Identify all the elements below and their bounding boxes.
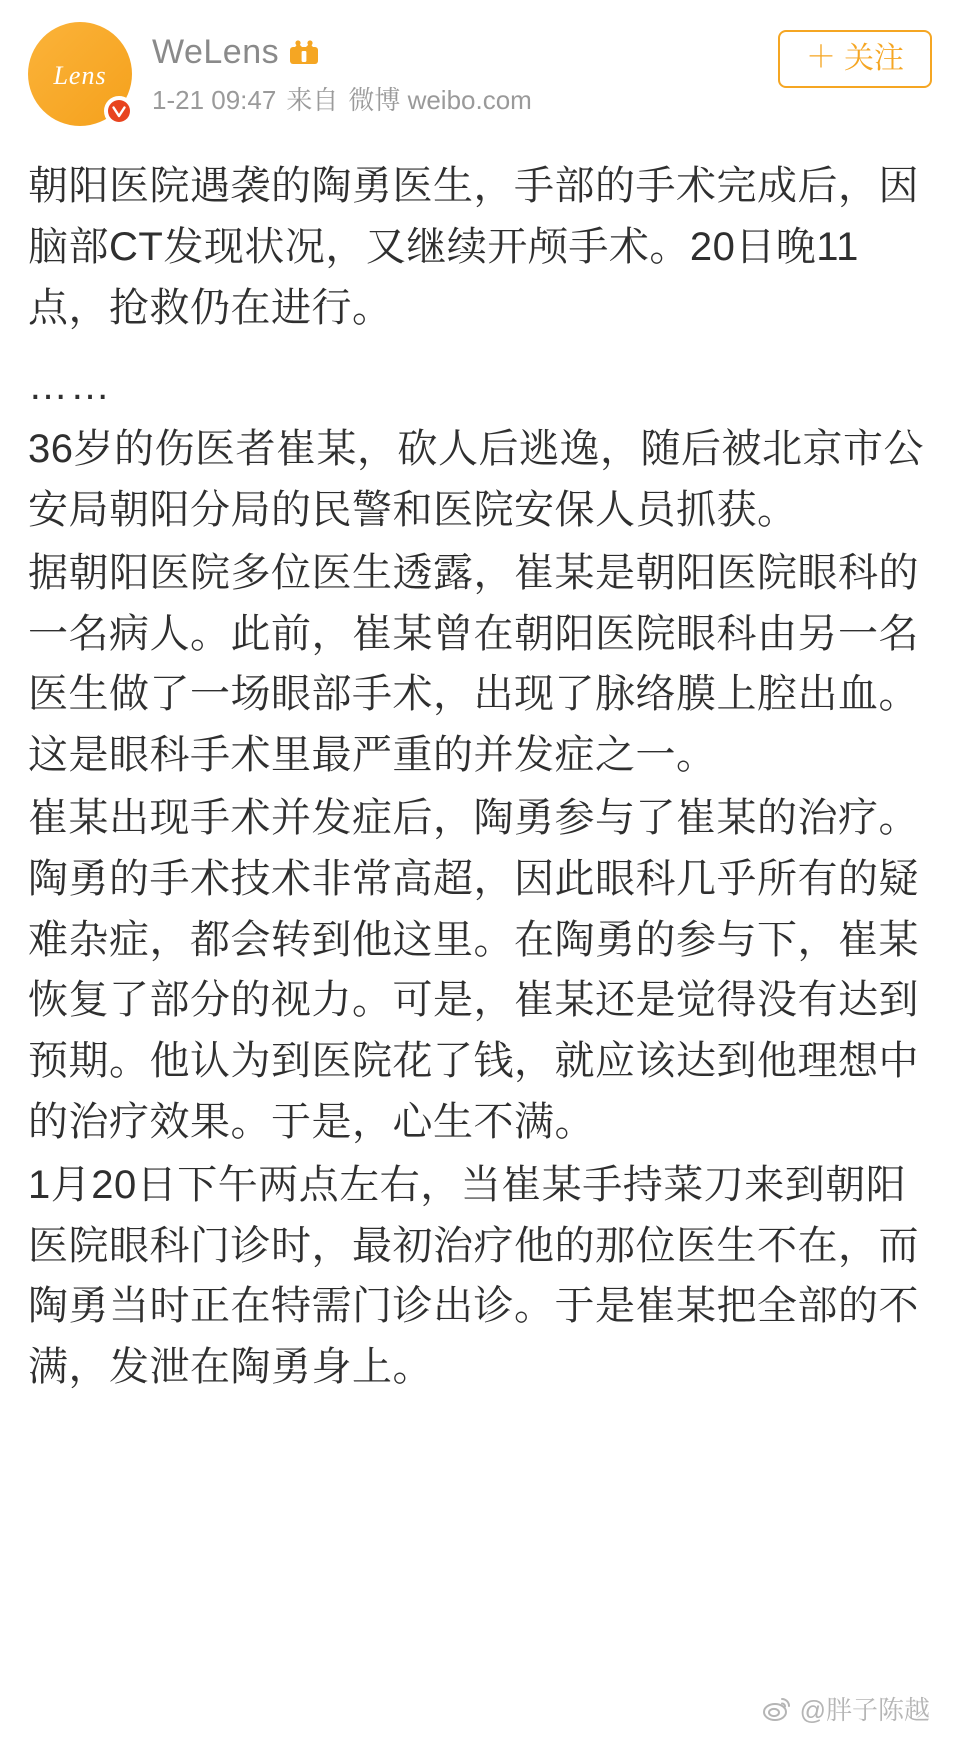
watermark-label: @胖子陈越	[799, 1695, 930, 1725]
post-meta	[152, 85, 932, 116]
post-header	[28, 22, 932, 130]
post-paragraph: ……	[28, 364, 112, 409]
post-paragraph: 朝阳医院遇袭的陶勇医生，手部的手术完成后，因脑部CT发现状况，又继续开颅手术。20日晚11点，抢救仍在进行。	[28, 164, 919, 330]
post-paragraph: 36岁的伤医者崔某，砍人后逃逸，随后被北京市公安局朝阳分局的民警和医院安保人员抓获。	[28, 427, 924, 532]
vip-crown-icon[interactable]	[289, 40, 319, 66]
post-content	[28, 156, 932, 1398]
post-paragraph: 1月20日下午两点左右，当崔某手持菜刀来到朝阳医院眼科门诊时，最初治疗他的那位医生不在，而陶勇当时正在特需门诊出诊。于是崔某把全部的不满，发泄在陶勇身上。	[28, 1162, 919, 1390]
post-paragraph: 崔某出现手术并发症后，陶勇参与了崔某的治疗。陶勇的手术技术非常高超，因此眼科几乎所有的疑难杂症，都会转到他这里。在陶勇的参与下，崔某恢复了部分的视力。可是，崔某还是觉得没有达到预期。他认为到医院花了钱，就应该达到他理想中的治疗效果。于是，心生不满。	[28, 795, 919, 1144]
user-nickname[interactable]: WeLens	[152, 33, 280, 71]
post-from-label: 来自	[286, 85, 339, 116]
verified-badge-icon	[104, 96, 134, 126]
watermark	[762, 1690, 930, 1727]
follow-button[interactable]	[778, 30, 932, 88]
weibo-icon	[762, 1696, 792, 1722]
post-paragraph: 据朝阳医院多位医生透露，崔某是朝阳医院眼科的一名病人。此前，崔某曾在朝阳医院眼科由另一名医生做了一场眼部手术，出现了脉络膜上腔出血。这是眼科手术里最严重的并发症之一。	[28, 550, 919, 778]
avatar[interactable]	[28, 22, 132, 126]
follow-button-label: 关注	[844, 42, 904, 75]
avatar-label: Lens	[53, 61, 107, 90]
post-timestamp[interactable]: 1-21 09:47	[152, 85, 277, 116]
plus-icon: ＋	[806, 41, 836, 74]
post-source[interactable]: 微博 weibo.com	[348, 85, 532, 116]
